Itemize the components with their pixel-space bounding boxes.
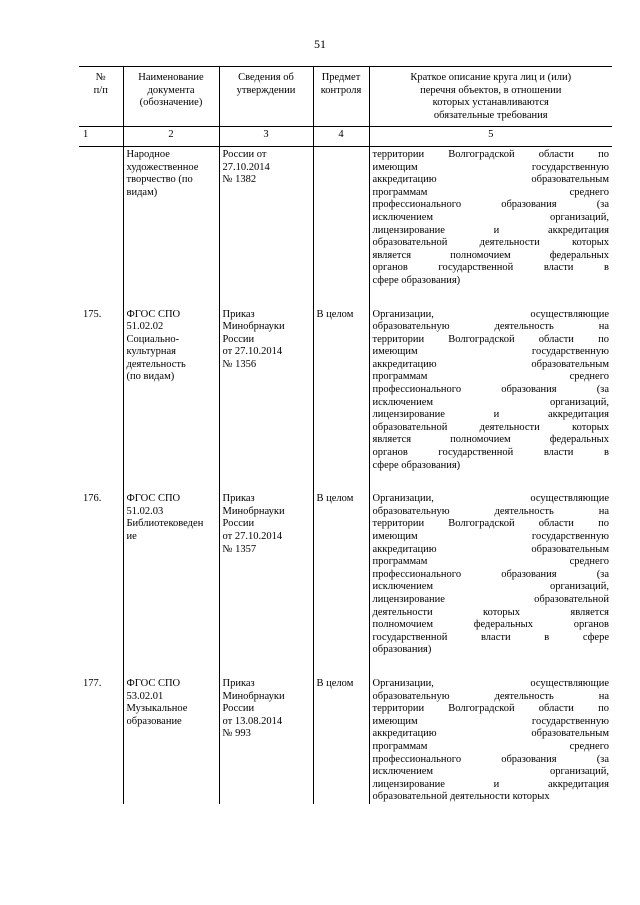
spacer-cell (123, 288, 219, 307)
cell-description (369, 307, 612, 473)
spacer-cell (79, 472, 123, 491)
cell-number: 175. (83, 308, 102, 320)
description-line: территории Волгоградской области по (372, 518, 609, 530)
spacer-cell (123, 657, 219, 676)
cell-number: 176. (83, 493, 102, 505)
header-control-subject: Предмет контроля (313, 67, 369, 127)
cell-control-subject: В целом (313, 676, 369, 804)
description-line: исключением организаций, (372, 766, 609, 778)
description-line: лицензирование и аккредитация (372, 409, 609, 421)
cell-control-subject: В целом (313, 491, 369, 657)
description-line: аккредитацию образовательным (372, 728, 609, 740)
page-number: 51 (314, 37, 326, 51)
column-number: 1 (79, 127, 123, 147)
cell-approval-info: Приказ Минобрнауки России от 27.10.2014 № 1356 (219, 307, 313, 473)
spacer-cell (369, 288, 612, 307)
description-line: государственной власти в сфере (372, 631, 609, 643)
spacer-cell (313, 472, 369, 491)
spacer-cell (219, 472, 313, 491)
spacer-cell (369, 472, 612, 491)
row-spacer (79, 288, 612, 307)
description-line: является полномочием федеральных (372, 249, 609, 261)
spacer-cell (369, 657, 612, 676)
cell-number (79, 146, 123, 287)
description-line: исключением организаций, (372, 396, 609, 408)
cell-document-name: ФГОС СПО 51.02.03 Библиотековеден ие (123, 491, 219, 657)
spacer-cell (313, 657, 369, 676)
description-line: профессионального образования (за (372, 568, 609, 580)
column-number: 5 (369, 127, 612, 147)
spacer-cell (313, 288, 369, 307)
description-line: Организации, осуществляющие (372, 677, 609, 689)
description-line: лицензирование образовательной (372, 593, 609, 605)
description-line: аккредитацию образовательным (372, 543, 609, 555)
cell-description (369, 676, 612, 804)
description-line: образовательную деятельность на (372, 690, 609, 702)
table-row (79, 676, 612, 804)
cell-document-name: ФГОС СПО 53.02.01 Музыкальное образование (123, 676, 219, 804)
description-line: образования) (372, 644, 432, 656)
description-line: является полномочием федеральных (372, 434, 609, 446)
cell-number: 177. (83, 677, 102, 689)
cell-approval-info: Приказ Минобрнауки России от 13.08.2014 № 993 (219, 676, 313, 804)
header-approval-info: Сведения об утверждении (219, 67, 313, 127)
spacer-cell (219, 657, 313, 676)
cell-approval-info: России от 27.10.2014 № 1382 (219, 146, 313, 287)
cell-approval-info: Приказ Минобрнауки России от 27.10.2014 № 1357 (219, 491, 313, 657)
column-number: 3 (219, 127, 313, 147)
column-number: 4 (313, 127, 369, 147)
description-line: имеющим государственную (372, 161, 609, 173)
description-line: органов государственной власти в (372, 262, 609, 274)
table-header-row (79, 67, 612, 127)
description-line: сфере образования) (372, 274, 461, 286)
description-line: программам среднего (372, 740, 609, 752)
description-line: аккредитацию образовательным (372, 358, 609, 370)
description-line: территории Волгоградской области по (372, 148, 609, 160)
spacer-cell (123, 472, 219, 491)
table-row (79, 491, 612, 657)
description-line: образовательной деятельности которых (372, 237, 609, 249)
spacer-cell (219, 288, 313, 307)
description-line: программам среднего (372, 371, 609, 383)
description-line: исключением организаций, (372, 211, 609, 223)
description-line: имеющим государственную (372, 531, 609, 542)
description-line: программам среднего (372, 186, 609, 198)
header-description: Краткое описание круга лиц и (или) перечня объектов, в отношении которых устанавливаются обязательные требования (369, 67, 612, 127)
description-line: образовательную деятельность на (372, 321, 609, 333)
description-line: профессионального образования (за (372, 753, 609, 765)
description-line: программам среднего (372, 556, 609, 568)
description-line: образовательную деятельность на (372, 505, 609, 517)
description-line: имеющим государственную (372, 346, 609, 358)
description-line: сфере образования) (372, 459, 461, 471)
description-line: исключением организаций, (372, 581, 609, 593)
table-row (79, 307, 612, 473)
header-number: № п/п (79, 67, 123, 127)
description-line: органов государственной власти в (372, 447, 609, 459)
table-row (79, 146, 612, 287)
description-line: образовательной деятельности которых (372, 791, 550, 803)
row-spacer (79, 472, 612, 491)
cell-control-subject (313, 146, 369, 287)
row-spacer (79, 657, 612, 676)
header-document-name: Наименование документа (обозначение) (123, 67, 219, 127)
cell-document-name: ФГОС СПО 51.02.02 Социально- культурная деятельность (по видам) (123, 307, 219, 473)
description-line: профессионального образования (за (372, 199, 609, 211)
description-line: образовательной деятельности которых (372, 421, 609, 433)
requirements-table (79, 66, 612, 804)
cell-control-subject: В целом (313, 307, 369, 473)
column-numbers-row (79, 127, 612, 147)
description-line: деятельности которых является (372, 606, 609, 618)
description-line: территории Волгоградской области по (372, 333, 609, 345)
description-line: имеющим государственную (372, 715, 609, 727)
spacer-cell (79, 657, 123, 676)
description-line: Организации, осуществляющие (372, 493, 609, 505)
description-line: территории Волгоградской области по (372, 703, 609, 715)
description-line: лицензирование и аккредитация (372, 224, 609, 236)
description-line: лицензирование и аккредитация (372, 778, 609, 790)
cell-document-name: Народное художественное творчество (по видам) (123, 146, 219, 287)
description-line: аккредитацию образовательным (372, 174, 609, 186)
description-line: полномочием федеральных органов (372, 619, 609, 631)
description-line: профессионального образования (за (372, 384, 609, 396)
cell-description (369, 491, 612, 657)
column-number: 2 (123, 127, 219, 147)
spacer-cell (79, 288, 123, 307)
cell-description (369, 146, 612, 287)
description-line: Организации, осуществляющие (372, 308, 609, 320)
